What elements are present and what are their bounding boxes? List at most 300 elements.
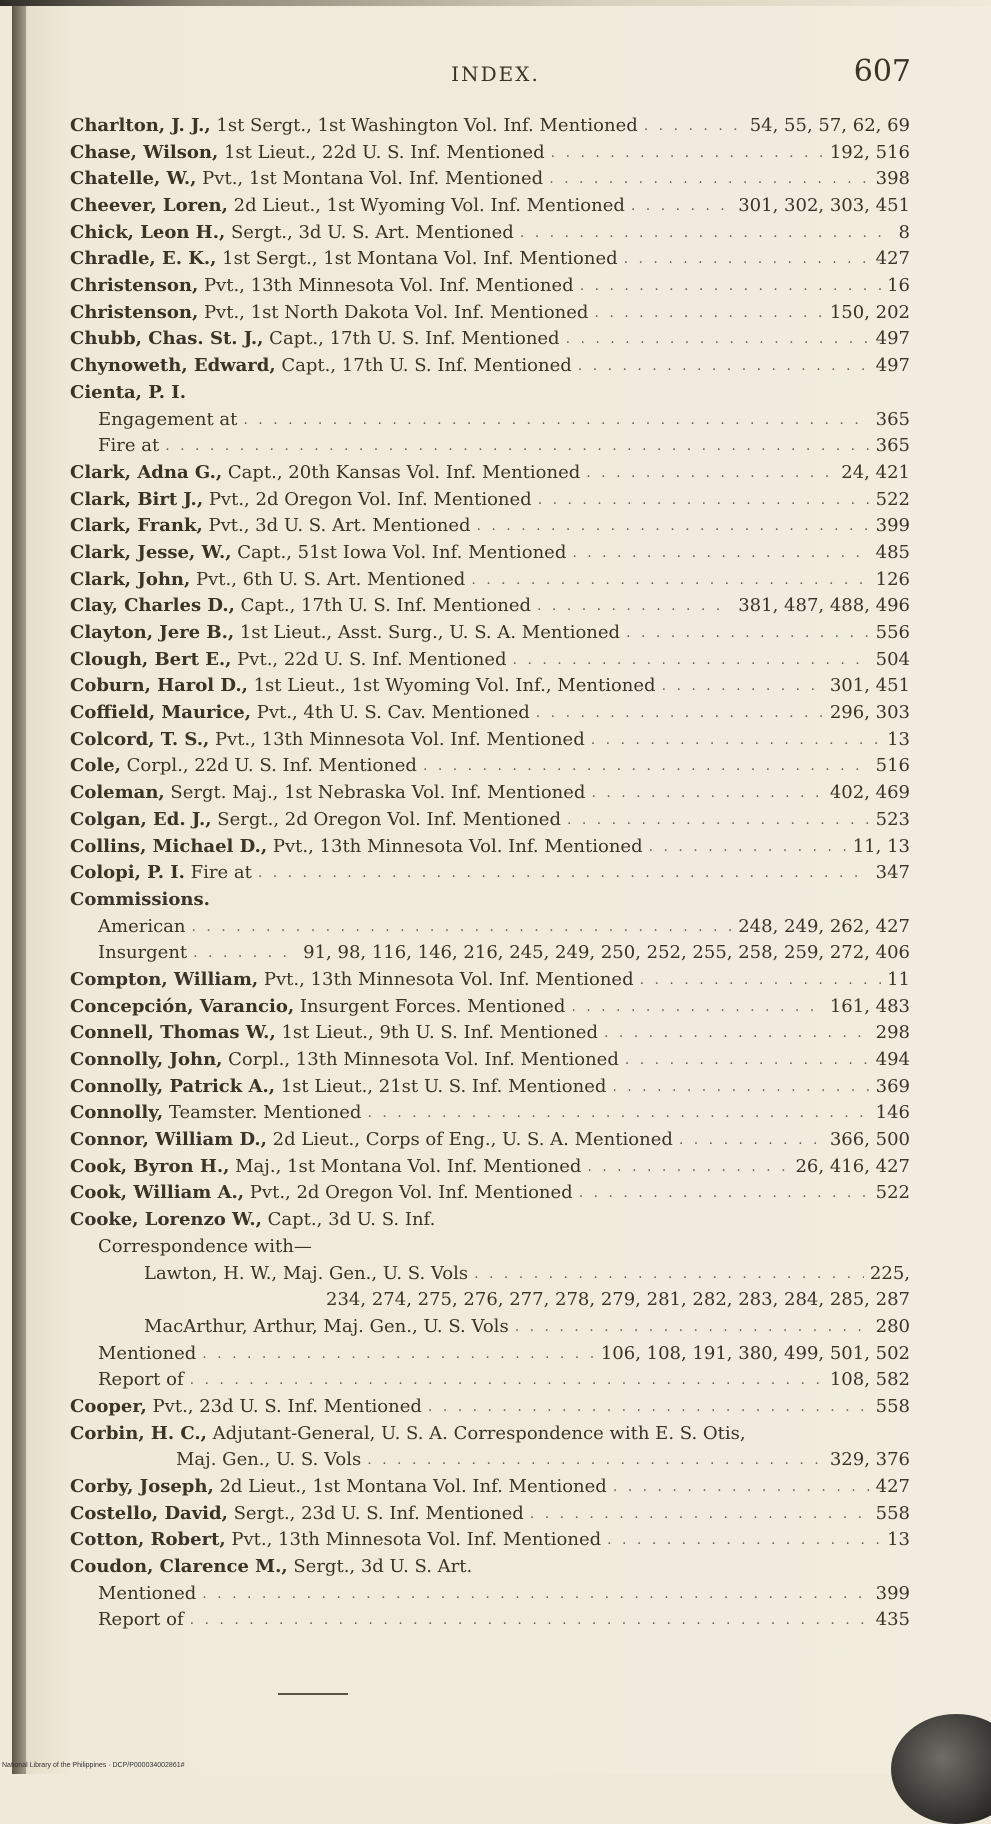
entry-text — [70, 1341, 196, 1368]
dot-leader — [536, 700, 824, 727]
index-entry — [70, 1127, 910, 1154]
entry-name: Chradle, E. K., — [70, 248, 217, 270]
dot-leader — [202, 1581, 869, 1608]
entry-description: Sergt., 3d U. S. Art. — [287, 1556, 473, 1578]
entry-text — [70, 647, 507, 674]
entry-description: 2d Lieut., Corps of Eng., U. S. A. Mentioned — [266, 1129, 673, 1151]
entry-text — [70, 834, 643, 861]
index-entries — [70, 113, 910, 1634]
entry-name: Clark, Birt J., — [70, 488, 204, 510]
entry-text — [70, 460, 580, 487]
index-entry — [70, 860, 910, 887]
entry-pages: 161, 483 — [829, 995, 910, 1017]
dot-leader — [537, 593, 732, 620]
dot-leader — [165, 433, 869, 460]
entry-text — [70, 1581, 196, 1608]
entry-name: Clayton, Jere B., — [70, 622, 235, 644]
entry-name: Cooke, Lorenzo W., — [70, 1209, 262, 1231]
entry-description: Pvt., 13th Minnesota Vol. Inf. Mentioned — [258, 968, 634, 990]
dot-leader — [513, 647, 870, 674]
dot-leader — [613, 1474, 870, 1501]
dot-leader — [423, 754, 870, 781]
entry-description: MacArthur, Arthur, Maj. Gen., U. S. Vols — [144, 1315, 509, 1337]
entry-pages: 494 — [875, 1049, 910, 1071]
entry-name: Connell, Thomas W., — [70, 1022, 276, 1044]
entry-description: Corpl., 22d U. S. Inf. Mentioned — [120, 755, 417, 777]
index-entry — [70, 513, 910, 540]
entry-text — [70, 1527, 601, 1554]
entry-text — [70, 967, 634, 994]
entry-name: Colcord, T. S., — [70, 728, 210, 750]
entry-text — [70, 113, 638, 140]
dot-leader — [586, 460, 835, 487]
entry-pages: 192, 516 — [829, 141, 910, 163]
entry-description: Capt., 17th U. S. Inf. Mentioned — [275, 355, 572, 377]
entry-text — [70, 754, 417, 781]
index-entry — [70, 1287, 910, 1314]
index-entry — [70, 754, 910, 781]
index-entry — [70, 327, 910, 354]
entry-text — [70, 1261, 468, 1288]
entry-pages: 497 — [875, 355, 910, 377]
entry-description: Corpl., 13th Minnesota Vol. Inf. Mentioned — [222, 1049, 619, 1071]
entry-text — [70, 1554, 472, 1581]
entry-description: Pvt., 4th U. S. Cav. Mentioned — [251, 702, 530, 724]
entry-name: Christenson, — [70, 275, 199, 297]
entry-pages: 516 — [875, 755, 910, 777]
index-entry — [70, 567, 910, 594]
index-entry — [70, 460, 910, 487]
entry-pages: 365 — [875, 435, 910, 457]
entry-text — [70, 673, 656, 700]
entry-text — [70, 700, 530, 727]
entry-description: Sergt., 2d Oregon Vol. Inf. Mentioned — [211, 808, 561, 830]
entry-description: 2d Lieut., 1st Wyoming Vol. Inf. Mentioned — [227, 195, 625, 217]
index-entry — [70, 1501, 910, 1528]
entry-text — [70, 1047, 619, 1074]
entry-description: Pvt., 1st North Dakota Vol. Inf. Mentioned — [198, 301, 589, 323]
index-entry — [70, 1474, 910, 1501]
entry-pages: 106, 108, 191, 380, 499, 501, 502 — [600, 1342, 910, 1364]
entry-pages: 556 — [875, 622, 910, 644]
dot-leader — [626, 620, 870, 647]
dot-leader — [644, 113, 744, 140]
entry-pages: 497 — [875, 328, 910, 350]
entry-pages: 365 — [875, 408, 910, 430]
index-entry — [70, 246, 910, 273]
entry-pages: 11 — [887, 968, 910, 990]
entry-description: Pvt., 6th U. S. Art. Mentioned — [190, 568, 466, 590]
entry-pages: 369 — [875, 1075, 910, 1097]
entry-name: Connolly, John, — [70, 1049, 223, 1071]
entry-pages: 126 — [875, 568, 910, 590]
index-entry — [70, 1154, 910, 1181]
entry-description: Pvt., 22d U. S. Inf. Mentioned — [231, 648, 507, 670]
entry-pages: 399 — [875, 1582, 910, 1604]
entry-name: Connolly, — [70, 1102, 164, 1124]
entry-pages: 234, 274, 275, 276, 277, 278, 279, 281, 282, 283, 284, 285, 287 — [326, 1289, 910, 1311]
index-entry — [70, 380, 910, 407]
entry-text — [70, 914, 186, 941]
index-entry — [70, 1100, 910, 1127]
index-entry — [70, 540, 910, 567]
entry-name: Colopi, P. I. — [70, 862, 185, 884]
entry-pages: 558 — [875, 1502, 910, 1524]
entry-description: Pvt., 2d Oregon Vol. Inf. Mentioned — [203, 488, 532, 510]
entry-text — [70, 487, 532, 514]
dot-leader — [471, 567, 869, 594]
index-entry — [70, 1261, 910, 1288]
entry-name: Corbin, H. C., — [70, 1422, 207, 1444]
entry-text — [70, 513, 471, 540]
entry-text — [70, 1100, 361, 1127]
entry-name: Coburn, Harol D., — [70, 675, 248, 697]
index-entry — [70, 807, 910, 834]
entry-description: Pvt., 13th Minnesota Vol. Inf. Mentioned — [209, 728, 585, 750]
entry-pages: 150, 202 — [829, 301, 910, 323]
entry-text — [70, 407, 237, 434]
dot-leader — [192, 914, 733, 941]
entry-pages: 485 — [875, 541, 910, 563]
dot-leader — [607, 1527, 881, 1554]
entry-name: Cheever, Loren, — [70, 195, 228, 217]
entry-description: 1st Lieut., Asst. Surg., U. S. A. Mentioned — [234, 622, 621, 644]
dot-leader — [662, 673, 824, 700]
index-entry — [70, 1207, 910, 1234]
entry-description: 1st Lieut., 22d U. S. Inf. Mentioned — [218, 141, 545, 163]
dot-leader — [612, 1074, 869, 1101]
index-entry — [70, 140, 910, 167]
index-entry — [70, 1527, 910, 1554]
entry-text — [70, 540, 566, 567]
dot-leader — [572, 540, 869, 567]
entry-description: Sergt. Maj., 1st Nebraska Vol. Inf. Mentioned — [164, 782, 586, 804]
footer-rule — [278, 1693, 348, 1695]
entry-pages: 11, 13 — [852, 835, 910, 857]
entry-description: 1st Sergt., 1st Montana Vol. Inf. Mentioned — [216, 248, 618, 270]
entry-name: Cotton, Robert, — [70, 1529, 226, 1551]
index-entry — [70, 1367, 910, 1394]
entry-text — [70, 860, 252, 887]
entry-description: 1st Lieut., 1st Wyoming Vol. Inf., Mentioned — [247, 675, 656, 697]
entry-name: Christenson, — [70, 301, 199, 323]
dot-leader — [631, 193, 732, 220]
dot-leader — [538, 487, 870, 514]
entry-pages: 402, 469 — [829, 782, 910, 804]
entry-name: Compton, William, — [70, 968, 259, 990]
entry-name: Connolly, Patrick A., — [70, 1075, 276, 1097]
dot-leader — [604, 1020, 870, 1047]
entry-pages: 298 — [875, 1022, 910, 1044]
entry-description: Insurgent — [98, 942, 188, 964]
entry-description: Pvt., 2d Oregon Vol. Inf. Mentioned — [244, 1182, 573, 1204]
entry-description: Fire at — [184, 862, 252, 884]
entry-text — [70, 300, 588, 327]
entry-description: 1st Sergt., 1st Washington Vol. Inf. Mentioned — [210, 114, 638, 136]
entry-text — [70, 1020, 598, 1047]
entry-name: Clay, Charles D., — [70, 595, 235, 617]
dot-leader — [551, 140, 824, 167]
entry-text — [70, 1474, 607, 1501]
index-entry — [70, 727, 910, 754]
index-entry — [70, 1554, 910, 1581]
entry-pages: 91, 98, 116, 146, 216, 245, 249, 250, 252, 255, 258, 259, 272, 406 — [303, 942, 910, 964]
dot-leader — [477, 513, 870, 540]
entry-text — [70, 620, 620, 647]
dot-leader — [367, 1100, 869, 1127]
index-entry — [70, 673, 910, 700]
dot-leader — [594, 300, 823, 327]
entry-text — [70, 1207, 435, 1234]
index-entry — [70, 1020, 910, 1047]
dot-leader — [202, 1341, 595, 1368]
entry-text — [70, 380, 186, 407]
entry-text — [70, 327, 560, 354]
entry-text — [70, 1127, 673, 1154]
entry-description: Mentioned — [98, 1342, 197, 1364]
entry-name: Clark, Adna G., — [70, 461, 223, 483]
entry-text — [70, 1421, 746, 1448]
entry-description: Pvt., 13th Minnesota Vol. Inf. Mentioned — [198, 275, 574, 297]
entry-name: Commissions. — [70, 888, 210, 910]
index-entry — [70, 1421, 910, 1448]
entry-name: Chick, Leon H., — [70, 221, 226, 243]
page-title: INDEX. — [451, 62, 540, 86]
entry-text — [70, 166, 543, 193]
index-entry — [70, 353, 910, 380]
index-entry — [70, 887, 910, 914]
entry-text — [70, 246, 618, 273]
entry-name: Costello, David, — [70, 1502, 228, 1524]
index-entry — [70, 914, 910, 941]
entry-pages: 523 — [875, 808, 910, 830]
entry-text — [70, 1501, 524, 1528]
entry-name: Colgan, Ed. J., — [70, 808, 212, 830]
entry-pages: 248, 249, 262, 427 — [738, 915, 910, 937]
entry-name: Coleman, — [70, 782, 165, 804]
entry-description: Pvt., 13th Minnesota Vol. Inf. Mentioned — [267, 835, 643, 857]
index-entry — [70, 1234, 910, 1261]
entry-description: Lawton, H. W., Maj. Gen., U. S. Vols — [144, 1262, 469, 1284]
entry-text — [70, 1314, 509, 1341]
entry-pages: 347 — [875, 862, 910, 884]
entry-description: Maj. Gen., U. S. Vols — [176, 1449, 362, 1471]
index-entry — [70, 407, 910, 434]
entry-name: Chatelle, W., — [70, 168, 197, 190]
entry-description: Fire at — [98, 435, 160, 457]
entry-description: Pvt., 1st Montana Vol. Inf. Mentioned — [196, 168, 544, 190]
entry-description: Capt., 20th Kansas Vol. Inf. Mentioned — [222, 461, 581, 483]
index-entry — [70, 1608, 910, 1635]
entry-pages: 427 — [875, 248, 910, 270]
entry-description: 1st Lieut., 21st U. S. Inf. Mentioned — [275, 1075, 607, 1097]
dot-leader — [579, 1181, 870, 1208]
entry-pages: 8 — [898, 221, 910, 243]
entry-pages: 427 — [875, 1476, 910, 1498]
dot-leader — [649, 834, 847, 861]
entry-name: Cook, William A., — [70, 1182, 245, 1204]
entry-name: Clough, Bert E., — [70, 648, 232, 670]
index-entry — [70, 1314, 910, 1341]
entry-description: Mentioned — [98, 1582, 197, 1604]
index-entry — [70, 1047, 910, 1074]
dot-leader — [591, 727, 881, 754]
entry-text — [70, 593, 531, 620]
index-entry — [70, 940, 910, 967]
entry-name: Chase, Wilson, — [70, 141, 219, 163]
page-spine-shadow — [12, 0, 26, 1774]
top-edge — [0, 0, 991, 6]
entry-description: Pvt., 23d U. S. Inf. Mentioned — [146, 1395, 422, 1417]
entry-description: Capt., 51st Iowa Vol. Inf. Mentioned — [231, 541, 567, 563]
index-entry — [70, 647, 910, 674]
entry-description: Capt., 3d U. S. Inf. — [261, 1209, 436, 1231]
entry-text — [70, 887, 210, 914]
entry-text — [70, 940, 187, 967]
entry-description: Adjutant-General, U. S. A. Correspondence with E. S. Otis, — [206, 1422, 746, 1444]
dot-leader — [640, 967, 881, 994]
entry-pages: 366, 500 — [829, 1129, 910, 1151]
index-entry — [70, 700, 910, 727]
entry-name: Cooper, — [70, 1395, 147, 1417]
entry-name: Clark, John, — [70, 568, 191, 590]
entry-pages: 381, 487, 488, 496 — [738, 595, 910, 617]
dot-leader — [580, 273, 881, 300]
dot-leader — [190, 1608, 870, 1635]
entry-name: Chynoweth, Edward, — [70, 355, 276, 377]
entry-description: Sergt., 3d U. S. Art. Mentioned — [225, 221, 514, 243]
entry-pages: 435 — [875, 1609, 910, 1631]
index-entry — [70, 220, 910, 247]
entry-text — [70, 193, 625, 220]
index-entry — [70, 487, 910, 514]
entry-description: Report of — [98, 1609, 184, 1631]
entry-description: Engagement at — [98, 408, 238, 430]
entry-pages: 504 — [875, 648, 910, 670]
scan-credit: National Library of the Philippines · DCP/P000034002861# — [2, 1762, 185, 1769]
dot-leader — [428, 1394, 870, 1421]
entry-text — [70, 807, 561, 834]
entry-text — [70, 780, 585, 807]
dot-leader — [591, 780, 823, 807]
entry-text — [70, 140, 545, 167]
index-entry — [70, 834, 910, 861]
entry-name: Connor, William D., — [70, 1129, 267, 1151]
entry-name: Concepción, Varancio, — [70, 995, 295, 1017]
dot-leader — [193, 940, 297, 967]
entry-pages: 398 — [875, 168, 910, 190]
dot-leader — [578, 353, 870, 380]
entry-name: Charlton, J. J., — [70, 114, 211, 136]
entry-pages: 399 — [875, 515, 910, 537]
dot-leader — [679, 1127, 824, 1154]
entry-pages: 558 — [875, 1395, 910, 1417]
index-entry — [70, 433, 910, 460]
index-entry — [70, 1447, 910, 1474]
entry-name: Cole, — [70, 755, 121, 777]
entry-name: Cook, Byron H., — [70, 1155, 230, 1177]
index-entry — [70, 1074, 910, 1101]
entry-name: Collins, Michael D., — [70, 835, 268, 857]
index-entry — [70, 620, 910, 647]
dot-leader — [530, 1501, 870, 1528]
dot-leader — [515, 1314, 870, 1341]
index-entry — [70, 193, 910, 220]
entry-pages: 13 — [887, 728, 910, 750]
entry-pages: 522 — [875, 488, 910, 510]
entry-text — [70, 273, 574, 300]
entry-pages: 16 — [887, 275, 910, 297]
dot-leader — [571, 994, 824, 1021]
dot-leader — [474, 1261, 864, 1288]
entry-pages: 13 — [887, 1529, 910, 1551]
entry-text — [70, 1234, 312, 1261]
entry-text — [70, 353, 572, 380]
dot-leader — [624, 246, 870, 273]
entry-description: Capt., 17th U. S. Inf. Mentioned — [263, 328, 560, 350]
index-entry — [70, 780, 910, 807]
dot-leader — [549, 166, 869, 193]
index-entry — [70, 1581, 910, 1608]
entry-pages: 301, 451 — [829, 675, 910, 697]
index-entry — [70, 1341, 910, 1368]
entry-description: Report of — [98, 1369, 184, 1391]
entry-description: Teamster. Mentioned — [163, 1102, 362, 1124]
entry-name: Chubb, Chas. St. J., — [70, 328, 264, 350]
entry-name: Coudon, Clarence M., — [70, 1556, 288, 1578]
entry-name: Coffield, Maurice, — [70, 702, 252, 724]
entry-description: American — [98, 915, 186, 937]
entry-text — [70, 1154, 581, 1181]
entry-name: Corby, Joseph, — [70, 1476, 214, 1498]
entry-description: 1st Lieut., 9th U. S. Inf. Mentioned — [275, 1022, 598, 1044]
index-entry — [70, 300, 910, 327]
entry-text — [70, 1608, 184, 1635]
index-entry — [70, 1394, 910, 1421]
entry-pages: 522 — [875, 1182, 910, 1204]
index-entry — [70, 593, 910, 620]
dot-leader — [190, 1367, 824, 1394]
entry-pages: 24, 421 — [841, 461, 910, 483]
index-entry — [70, 273, 910, 300]
entry-description: Pvt., 3d U. S. Art. Mentioned — [202, 515, 471, 537]
entry-text — [70, 220, 514, 247]
entry-pages: 296, 303 — [829, 702, 910, 724]
entry-description: Correspondence with— — [98, 1235, 312, 1257]
entry-text — [70, 1447, 361, 1474]
entry-pages: 301, 302, 303, 451 — [738, 195, 910, 217]
entry-description: Capt., 17th U. S. Inf. Mentioned — [234, 595, 531, 617]
entry-text — [70, 433, 159, 460]
entry-description: Pvt., 13th Minnesota Vol. Inf. Mentioned — [225, 1529, 602, 1551]
dot-leader — [567, 807, 870, 834]
index-entry — [70, 1181, 910, 1208]
dot-leader — [625, 1047, 870, 1074]
entry-description: Sergt., 23d U. S. Inf. Mentioned — [227, 1502, 524, 1524]
entry-text — [70, 1074, 606, 1101]
dot-leader — [258, 860, 870, 887]
entry-name: Clark, Jesse, W., — [70, 541, 232, 563]
entry-text — [70, 727, 585, 754]
entry-text — [70, 994, 565, 1021]
entry-pages: 146 — [875, 1102, 910, 1124]
entry-pages: 225, — [869, 1262, 910, 1284]
dot-leader — [520, 220, 893, 247]
entry-pages: 329, 376 — [829, 1449, 910, 1471]
dot-leader — [243, 407, 869, 434]
entry-name: Cienta, P. I. — [70, 381, 186, 403]
dot-leader — [587, 1154, 789, 1181]
